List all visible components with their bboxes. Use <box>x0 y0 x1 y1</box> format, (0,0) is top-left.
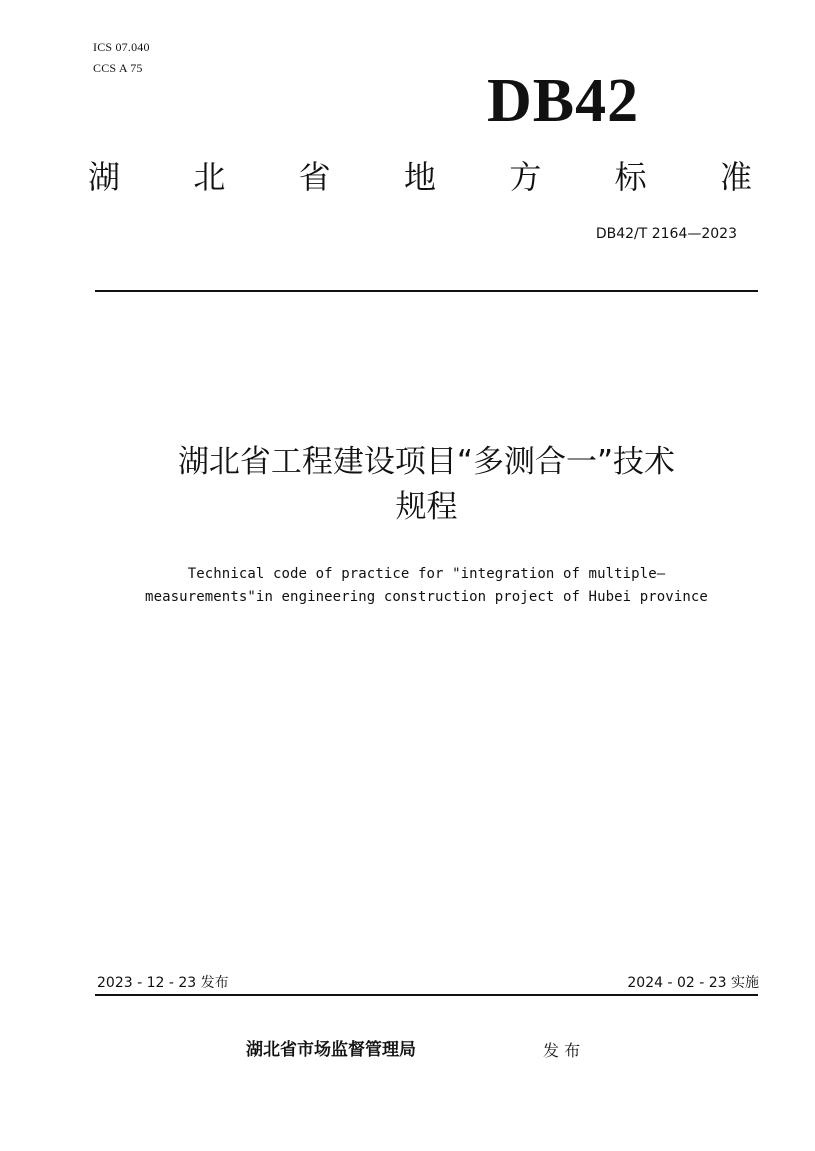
issue-label: 发 布 <box>543 1041 581 1060</box>
db-logo: DB42 <box>487 67 640 135</box>
standard-type-char: 湖 <box>88 158 121 196</box>
title-english <box>55 563 798 609</box>
top-divider <box>95 290 758 292</box>
standard-number: DB42/T 2164—2023 <box>595 226 737 242</box>
standard-type-char: 准 <box>719 158 752 196</box>
issuing-authority: 湖北省市场监督管理局 <box>246 1040 416 1060</box>
standard-type-char: 标 <box>614 158 647 196</box>
ccs-code: CCS A 75 <box>93 61 143 75</box>
ics-code: ICS 07.040 <box>93 40 150 54</box>
title-english-line-1: Technical code of practice for "integration of multiple— <box>187 566 666 582</box>
bottom-divider <box>95 994 758 996</box>
standard-type-char: 方 <box>509 158 542 196</box>
standard-type-char: 省 <box>298 158 331 196</box>
title-chinese-line-1: 湖北省工程建设项目“多测合一”技术 <box>177 444 676 480</box>
title-english-line-2: measurements"in engineering construction project of Hubei province <box>145 589 708 605</box>
implementation-date: 2024 - 02 - 23 实施 <box>627 975 759 991</box>
issue-date: 2023 - 12 - 23 发布 <box>97 975 229 991</box>
standard-type-char: 地 <box>403 158 436 196</box>
title-chinese <box>95 440 758 530</box>
standard-type-char: 北 <box>193 158 226 196</box>
title-chinese-line-2: 规程 <box>395 489 458 525</box>
standard-type-heading <box>88 156 752 198</box>
